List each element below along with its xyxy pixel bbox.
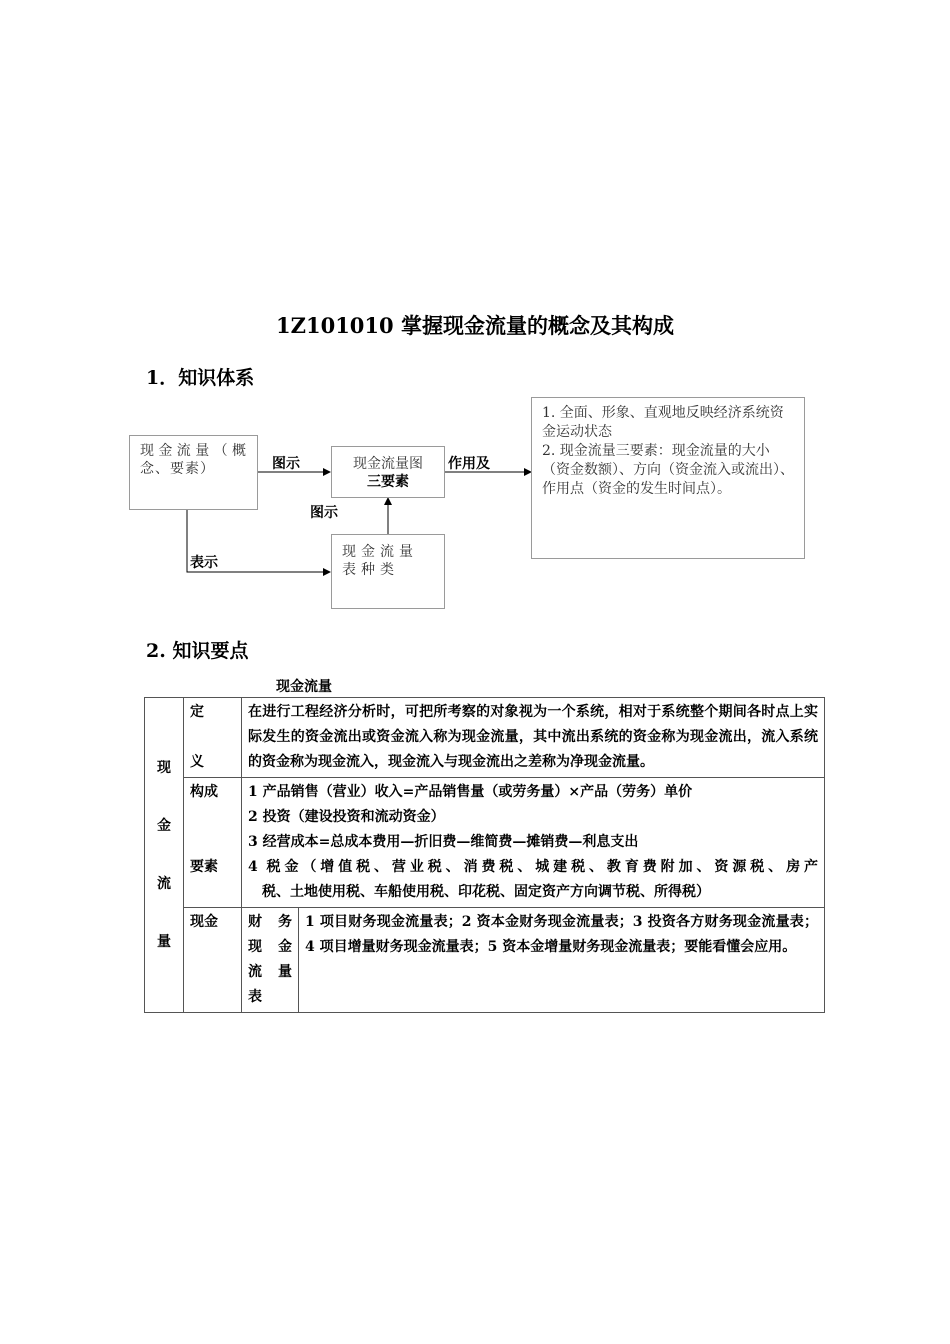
section-heading-key-points: 2. 知识要点 — [146, 640, 249, 662]
financial-statement-label-line: 表 — [248, 989, 262, 1005]
definition-text: 在进行工程经济分析时，可把所考察的对象视为一个系统，相对于系统整个期间各时点上实际发生的资金流出或资金流入称为现金流量，其中流出系统的资金称为现金流出，流入系统的资金称为现金流入，现金流入与现金流出之差称为净现金流量。 — [242, 698, 825, 778]
cash-label: 现金 — [184, 908, 242, 1013]
composition-item: 税、土地使用税、车船使用税、印花税、固定资产方向调节税、所得税） — [262, 884, 710, 900]
concept-box — [129, 435, 258, 510]
composition-label — [184, 778, 242, 908]
label-represent: 表示 — [190, 555, 218, 571]
composition-item: 4 税金（增值税、营业税、消费税、城建税、教育费附加、资源税、房产 — [248, 859, 818, 875]
page-title: 1Z101010 掌握现金流量的概念及其构成 — [276, 313, 674, 338]
definition-label-top: 定 — [190, 704, 204, 720]
row-header-char: 量 — [157, 933, 171, 950]
concept-box-text: 现金流量（概念、要素） — [140, 443, 247, 477]
composition-item: 3 经营成本=总成本费用—折旧费—维简费—摊销费—利息支出 — [248, 834, 639, 850]
composition-label-top: 构成 — [190, 784, 218, 800]
chart-box — [331, 446, 445, 498]
table-row-composition — [145, 778, 825, 908]
role-line-1: 1. 全面、形象、直观地反映经济系统资金运动状态 — [542, 405, 784, 440]
statement-list-text: 1 项目财务现金流量表；2 资本金财务现金流量表；3 投资各方财务现金流量表；4 项目增量财务现金流量表；5 资本金增量财务现金流量表；要能看懂会应用。 — [299, 908, 825, 1013]
definition-label-bottom: 义 — [190, 754, 204, 770]
financial-statement-label — [242, 908, 299, 1013]
section-heading-knowledge-system: 1．知识体系 — [146, 367, 255, 389]
composition-list — [242, 778, 825, 908]
row-header-cash-flow — [145, 698, 184, 1013]
chart-box-bold: 三要素 — [367, 474, 409, 490]
label-function: 作用及 — [448, 456, 490, 472]
definition-label — [184, 698, 242, 778]
chart-box-text: 现金流量图 — [353, 456, 423, 472]
role-box — [531, 397, 805, 559]
table-row-statements — [145, 908, 825, 1013]
label-illustrate-1: 图示 — [272, 456, 300, 472]
financial-statement-label-line: 财 务 — [248, 914, 292, 930]
table-caption: 现金流量 — [276, 679, 332, 695]
row-header-char: 流 — [157, 875, 171, 892]
knowledge-table — [144, 697, 825, 1013]
composition-item: 2 投资（建设投资和流动资金） — [248, 809, 445, 825]
label-illustrate-2: 图示 — [310, 505, 338, 521]
table-row-definition — [145, 698, 825, 778]
financial-statement-label-line: 现 金 — [248, 939, 292, 955]
composition-item: 1 产品销售（营业）收入=产品销售量（或劳务量）×产品（劳务）单价 — [248, 784, 693, 800]
row-header-char: 金 — [157, 817, 171, 834]
row-header-char: 现 — [157, 759, 171, 776]
composition-label-bottom: 要素 — [190, 859, 218, 875]
financial-statement-label-line: 流 量 — [248, 964, 292, 980]
role-line-2: 2. 现金流量三要素：现金流量的大小（资金数额）、方向（资金流入或流出）、作用点（资金的发生时间点）。 — [542, 443, 794, 497]
table-box — [331, 534, 445, 609]
table-box-text: 现金流量表种类 — [342, 544, 418, 578]
